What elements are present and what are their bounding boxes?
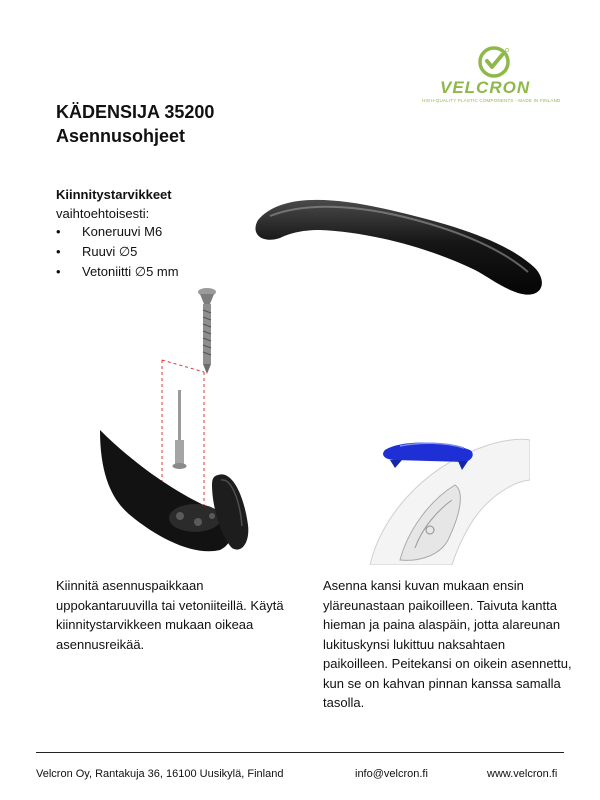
cover-installation-image (360, 430, 530, 565)
materials-item: • Ruuvi ∅5 (56, 242, 179, 262)
brand-name: VELCRON (440, 78, 531, 97)
installation-figure (100, 280, 260, 570)
handle-product-image (250, 190, 550, 305)
page-title (56, 100, 214, 148)
footer-website[interactable]: www.velcron.fi (487, 768, 558, 780)
rivet-icon (173, 390, 187, 469)
materials-item: • Koneruuvi M6 (56, 222, 179, 242)
screw-icon (198, 288, 216, 374)
document-subtitle: Asennusohjeet (56, 126, 186, 146)
product-title: KÄDENSIJA 35200 (56, 102, 215, 122)
footer-email[interactable]: info@velcron.fi (355, 768, 428, 780)
instruction-right: Asenna kansi kuvan mukaan ensin yläreunastaan paikoilleen. Taivuta kantta hieman ja paina alaspäin, jotta alareunan lukituskynsi lukittuu naksahtaen paikoilleen. Peitekansi on oikein asennettu, kun se on kahvan pinnan kanssa samalla tasolla. (323, 578, 572, 710)
materials-item: • Vetoniitti ∅5 mm (56, 262, 179, 282)
footer-address: Velcron Oy, Rantakuja 36, 16100 Uusikylä, Finland (36, 768, 284, 780)
brand-tagline: HIGH-QUALITY PLASTIC COMPONENTS - MADE IN FINLAND (422, 98, 561, 103)
velcron-logo-icon (478, 46, 510, 78)
instruction-left: Kiinnitä asennuspaikkaan uppokantaruuvilla tai vetoniiteillä. Käytä kiinnitystarvikkeen mukaan oikeaa asennusreikää. (56, 578, 284, 652)
footer-divider (36, 752, 564, 753)
materials-subheading: vaihtoehtoisesti: (56, 206, 150, 221)
materials-heading: Kiinnitystarvikkeet (56, 187, 172, 202)
materials-list (56, 222, 179, 282)
